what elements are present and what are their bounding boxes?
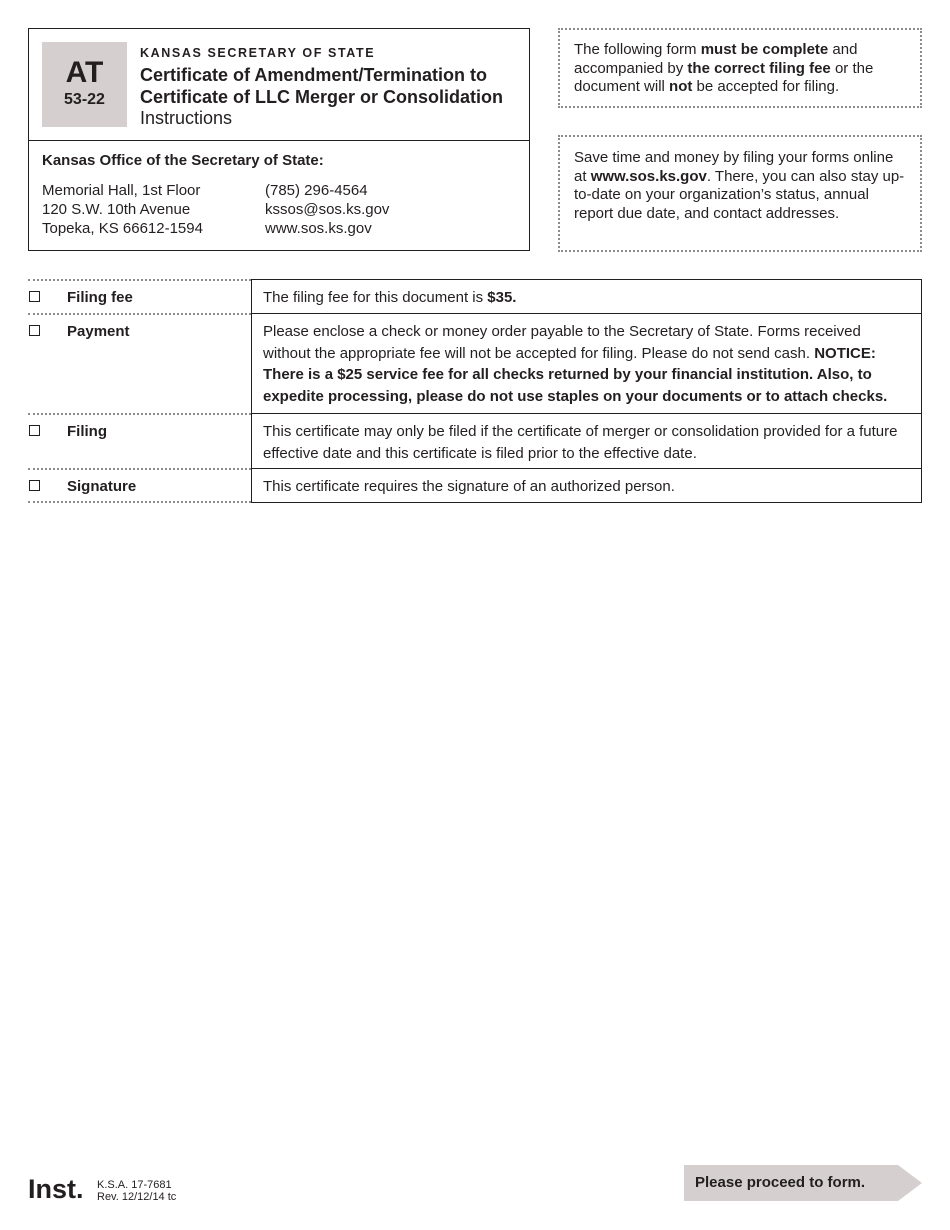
- instruction-text: [251, 468, 922, 503]
- proceed-to-form-button[interactable]: [684, 1165, 922, 1201]
- notice-text: or the document will: [574, 59, 874, 95]
- notice-text: Save time and money by filing your forms online at: [574, 149, 894, 185]
- instruction-label-cell: [28, 468, 251, 503]
- instruction-body: This certificate may only be filed if the certificate of merger or consolidation provided for a future effective date and this certificate is filed prior to the effective date.: [263, 423, 898, 462]
- form-code-badge: [42, 42, 127, 127]
- form-subtitle: Instructions: [140, 108, 233, 128]
- checklist-checkbox[interactable]: [29, 480, 40, 491]
- form-title: [140, 64, 525, 108]
- online-filing-notice: [558, 135, 922, 252]
- checklist-checkbox[interactable]: [29, 325, 40, 336]
- form-header: [28, 28, 530, 251]
- checklist-checkbox[interactable]: [29, 425, 40, 436]
- instruction-body: The filing fee for this document is: [263, 289, 488, 306]
- website-link[interactable]: www.sos.ks.gov: [265, 220, 372, 237]
- office-title: Kansas Office of the Secretary of State:: [42, 152, 324, 169]
- instruction-label-cell: [28, 413, 251, 468]
- instruction-text: [251, 313, 922, 413]
- notice-text: The following form: [574, 41, 701, 58]
- form-title-line-1: Certificate of Amendment/Termination to: [140, 65, 488, 85]
- agency-name: KANSAS SECRETARY OF STATE: [140, 46, 376, 60]
- instruction-label: Payment: [67, 323, 130, 340]
- checklist-checkbox[interactable]: [29, 291, 40, 302]
- proceed-label: Please proceed to form.: [695, 1174, 866, 1191]
- address-line: Topeka, KS 66612-1594: [42, 220, 203, 237]
- instruction-label-cell: [28, 279, 251, 313]
- instruction-text: [251, 413, 922, 468]
- instruction-row-filing: [28, 413, 922, 468]
- address-line: 120 S.W. 10th Avenue: [42, 201, 191, 218]
- address-line: Memorial Hall, 1st Floor: [42, 182, 201, 199]
- email-address[interactable]: kssos@sos.ks.gov: [265, 201, 390, 218]
- instruction-text: [251, 279, 922, 313]
- office-contact: [265, 181, 389, 238]
- phone-number: (785) 296-4564: [265, 182, 368, 199]
- instruction-row-signature: [28, 468, 922, 503]
- notice-text: . There, you can also stay up-to-date on your organization’s status, annual report due date, and contact addresses.: [574, 167, 905, 222]
- instruction-row-payment: [28, 313, 922, 413]
- instruction-emphasis: $35.: [487, 289, 517, 306]
- instruction-row-filing-fee: [28, 279, 922, 313]
- form-number: 53-22: [64, 91, 105, 108]
- header-divider: [29, 140, 529, 141]
- notice-emphasis: must be complete: [700, 41, 829, 58]
- notice-text: and accompanied by: [574, 41, 858, 77]
- website-link[interactable]: www.sos.ks.gov: [590, 167, 707, 185]
- instructions-table: [28, 279, 922, 503]
- instruction-label: Filing: [67, 423, 107, 440]
- notice-emphasis: the correct filing fee: [687, 59, 831, 77]
- statute-reference: [97, 1179, 176, 1203]
- form-title-line-2: Certificate of LLC Merger or Consolidation: [140, 87, 504, 107]
- instruction-label-cell: [28, 313, 251, 413]
- notice-text: be accepted for filing.: [692, 78, 840, 95]
- instruction-label: Signature: [67, 478, 137, 495]
- form-code: AT: [65, 56, 104, 89]
- instruction-body: This certificate requires the signature of an authorized person.: [263, 478, 675, 495]
- instructions-page-label: Inst.: [28, 1174, 84, 1204]
- completeness-notice: [558, 28, 922, 108]
- instruction-body: Please enclose a check or money order payable to the Secretary of State. Forms received without the appropriate fee will not be accepted for filing. Please do not send cash.: [263, 323, 861, 362]
- notice-emphasis: not: [669, 78, 693, 95]
- office-address: [42, 181, 203, 238]
- instruction-label: Filing fee: [67, 289, 133, 306]
- revision-date: Rev. 12/12/14 tc: [97, 1191, 177, 1203]
- statute-citation: K.S.A. 17-7681: [97, 1179, 172, 1191]
- instruction-emphasis: NOTICE: There is a $25 service fee for all checks returned by your financial institution. Also, to expedite processing, please do not use staples on your documents or to attach checks.: [263, 344, 888, 405]
